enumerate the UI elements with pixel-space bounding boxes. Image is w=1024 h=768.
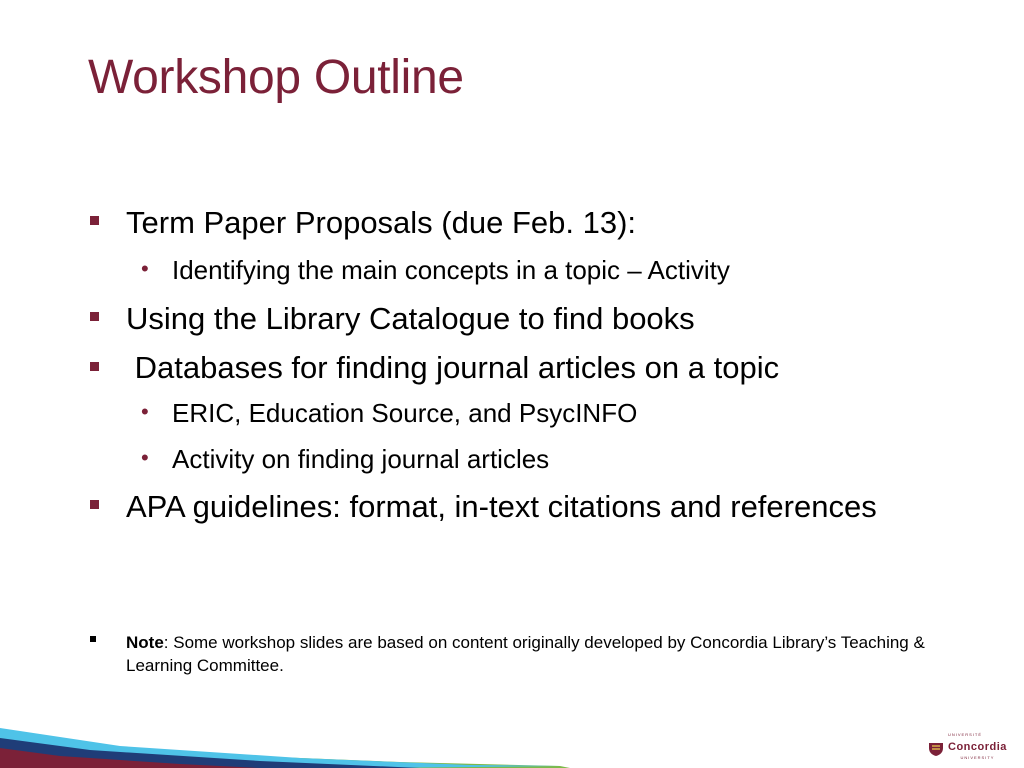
bullet-item: Term Paper Proposals (due Feb. 13):	[126, 205, 637, 240]
concordia-emblem-icon	[928, 741, 944, 757]
square-bullet-icon	[90, 216, 99, 225]
concordia-logo	[928, 732, 1007, 760]
square-bullet-icon	[90, 312, 99, 321]
logo-sub-text: UNIVERSITY	[960, 755, 995, 760]
square-bullet-icon	[90, 636, 96, 642]
sub-bullet-item: Activity on finding journal articles	[172, 444, 550, 474]
bullet-item: Databases for finding journal articles on a topic	[126, 350, 780, 385]
logo-name: Concordia	[948, 741, 1007, 753]
round-bullet-icon: •	[141, 399, 149, 424]
sub-bullet-item: Identifying the main concepts in a topic – Activity	[172, 255, 730, 285]
note-body: : Some workshop slides are based on content originally developed by Concordia Library’s Teaching & Learning Committee.	[126, 633, 925, 675]
note-label: Note	[126, 633, 164, 652]
bullet-item: APA guidelines: format, in-text citations and references	[126, 489, 877, 524]
round-bullet-icon: •	[141, 256, 149, 281]
logo-small-text: UNIVERSITÉ	[948, 732, 983, 737]
square-bullet-icon	[90, 500, 99, 509]
sub-bullet-item: ERIC, Education Source, and PsycINFO	[172, 398, 638, 428]
square-bullet-icon	[90, 362, 99, 371]
slide-title: Workshop Outline	[88, 51, 464, 104]
decorative-swoosh	[0, 728, 570, 768]
note-text	[126, 631, 976, 677]
round-bullet-icon: •	[141, 445, 149, 470]
bullet-item: Using the Library Catalogue to find books	[126, 301, 695, 336]
